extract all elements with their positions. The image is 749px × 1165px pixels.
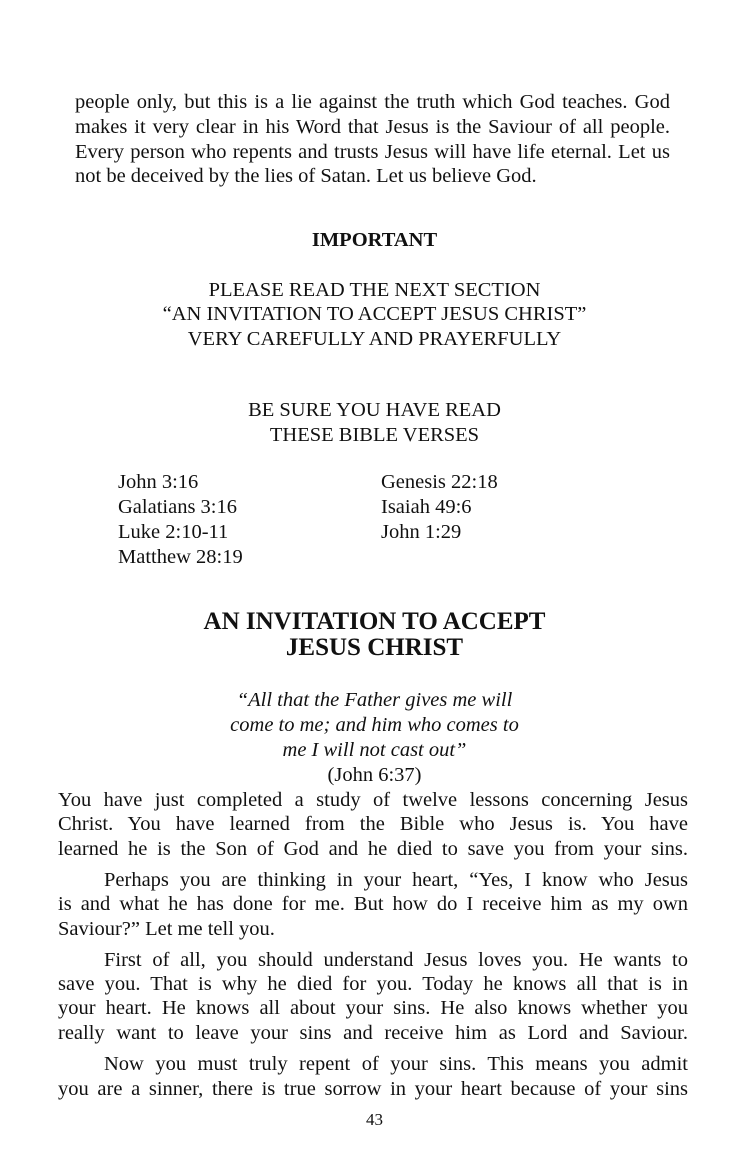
- section-title-line: JESUS CHRIST: [285, 634, 464, 661]
- text-line: Now you must truly repent of your sins. This means you admit: [104, 1053, 688, 1075]
- important-heading: IMPORTANT: [311, 229, 438, 251]
- notice-line: “AN INVITATION TO ACCEPT JESUS CHRIST”: [162, 303, 587, 325]
- text-line: Perhaps you are thinking in your heart, “Yes, I know who Jesus: [104, 869, 688, 891]
- verse-reference: John 1:29: [381, 521, 462, 543]
- notice-line: PLEASE READ THE NEXT SECTION: [208, 279, 541, 301]
- text-line: Every person who repents and trusts Jesus will have life eternal. Let us: [75, 141, 670, 163]
- text-line: not be deceived by the lies of Satan. Let us believe God.: [75, 165, 537, 187]
- verse-reference: Isaiah 49:6: [381, 496, 472, 518]
- text-line: makes it very clear in his Word that Jesus is the Saviour of all people.: [75, 116, 670, 138]
- verses-heading-line: BE SURE YOU HAVE READ: [248, 399, 501, 421]
- text-line: save you. That is why he died for you. Today he knows all that is in: [58, 973, 688, 995]
- verse-reference: Matthew 28:19: [118, 546, 243, 568]
- text-line: your heart. He knows all about your sins. He also knows whether you: [58, 997, 688, 1019]
- text-line: Saviour?” Let me tell you.: [58, 918, 275, 940]
- verse-reference: Luke 2:10-11: [118, 521, 229, 543]
- text-line: you are a sinner, there is true sorrow in your heart because of your sins: [58, 1078, 688, 1100]
- text-line: learned he is the Son of God and he died to save you from your sins.: [58, 838, 688, 860]
- text-line: people only, but this is a lie against the truth which God teaches. God: [75, 91, 670, 113]
- text-line: Christ. You have learned from the Bible who Jesus is. You have: [58, 813, 688, 835]
- section-title-line: AN INVITATION TO ACCEPT: [203, 608, 546, 635]
- text-line: really want to leave your sins and receive him as Lord and Saviour.: [58, 1022, 688, 1044]
- text-line: is and what he has done for me. But how do I receive him as my own: [58, 893, 688, 915]
- notice-line: VERY CAREFULLY AND PRAYERFULLY: [187, 328, 562, 350]
- verse-reference: Genesis 22:18: [381, 471, 498, 493]
- quote-line: “All that the Father gives me will: [236, 689, 513, 711]
- text-line: First of all, you should understand Jesus loves you. He wants to: [104, 949, 688, 971]
- quote-line: come to me; and him who comes to: [230, 714, 519, 736]
- quote-line: me I will not cast out”: [282, 739, 467, 761]
- verse-reference: Galatians 3:16: [118, 496, 237, 518]
- text-line: You have just completed a study of twelve lessons concerning Jesus: [58, 789, 688, 811]
- verses-heading-line: THESE BIBLE VERSES: [269, 424, 480, 446]
- quote-reference: (John 6:37): [327, 764, 422, 786]
- verse-reference: John 3:16: [118, 471, 199, 493]
- page-number: 43: [366, 1110, 383, 1129]
